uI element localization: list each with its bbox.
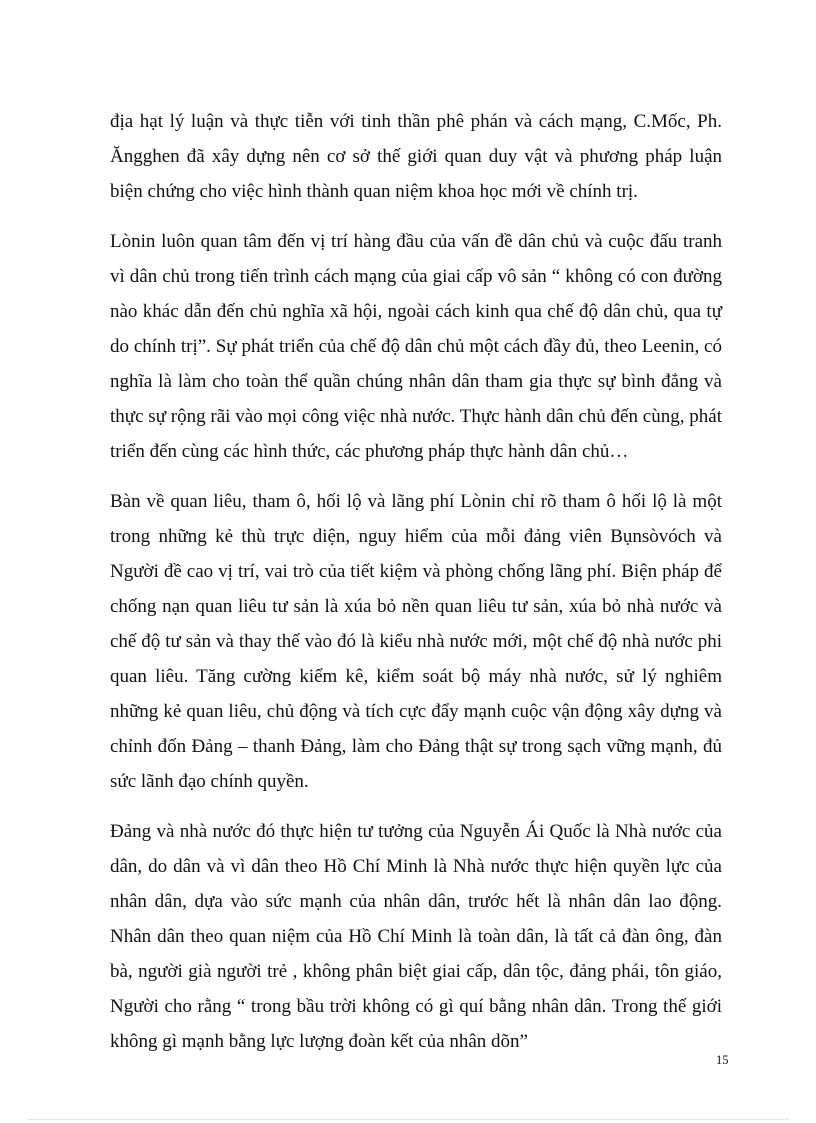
page-number: 15 — [716, 1053, 729, 1067]
paragraph-4: Đảng và nhà nước đó thực hiện tư tưởng của Nguyễn Ái Quốc là Nhà nước của dân, do dân và vì dân theo Hồ Chí Minh là Nhà nước thực hiện quyền lực của nhân dân, dựa vào sức mạnh của nhân dân, trước hết là nhân dân lao động. Nhân dân theo quan niệm của Hồ Chí Minh là toàn dân, là tất cả đàn ông, đàn bà, người già người trẻ , không phân biệt giai cấp, dân tộc, đảng phái, tôn giáo, Người cho rằng “ trong bầu trời không có gì quí bằng nhân dân. Trong thế giới không gì mạnh bằng lực lượng đoàn kết của nhân dõn” — [110, 821, 722, 1052]
paragraph-1: địa hạt lý luận và thực tiễn với tinh thần phê phán và cách mạng, C.Mốc, Ph. Ăngghen đã xây dựng nên cơ sở thế giới quan duy vật và phương pháp luận biện chứng cho việc hình thành quan niệm khoa học mới về chính trị. — [110, 111, 722, 202]
paragraph-2: Lònin luôn quan tâm đến vị trí hàng đầu của vấn đề dân chủ và cuộc đấu tranh vì dân chủ trong tiến trình cách mạng của giai cấp vô sản “ không có con đường nào khác dẫn đến chủ nghĩa xã hội, ngoài cách kinh qua chế độ dân chủ, qua tự do chính trị”. Sự phát triển của chế độ dân chủ một cách đầy đủ, theo Leenin, có nghĩa là làm cho toàn thể quần chúng nhân dân tham gia thực sự bình đẳng và thực sự rộng rãi vào mọi công việc nhà nước. Thực hành dân chủ đến cùng, phát triển đến cùng các hình thức, các phương pháp thực hành dân chủ… — [110, 231, 722, 462]
body-text — [110, 104, 722, 1074]
paragraph-3: Bàn về quan liêu, tham ô, hối lộ và lãng phí Lònin chỉ rõ tham ô hối lộ là một trong những kẻ thù trực diện, nguy hiểm của mỗi đảng viên Bụnsòvóch và Người đề cao vị trí, vai trò của tiết kiệm và phòng chống lãng phí. Biện pháp để chống nạn quan liêu tư sản là xúa bỏ nền quan liêu tư sản, xúa bỏ nhà nước và chế độ tư sản và thay thế vào đó là kiểu nhà nước mới, một chế độ nhà nước phi quan liêu. Tăng cường kiểm kê, kiểm soát bộ máy nhà nước, sử lý nghiêm những kẻ quan liêu, chủ động và tích cực đẩy mạnh cuộc vận động xây dựng và chỉnh đốn Đảng – thanh Đảng, làm cho Đảng thật sự trong sạch vững mạnh, đủ sức lãnh đạo chính quyền. — [110, 491, 722, 792]
page-bottom-divider — [28, 1119, 788, 1120]
